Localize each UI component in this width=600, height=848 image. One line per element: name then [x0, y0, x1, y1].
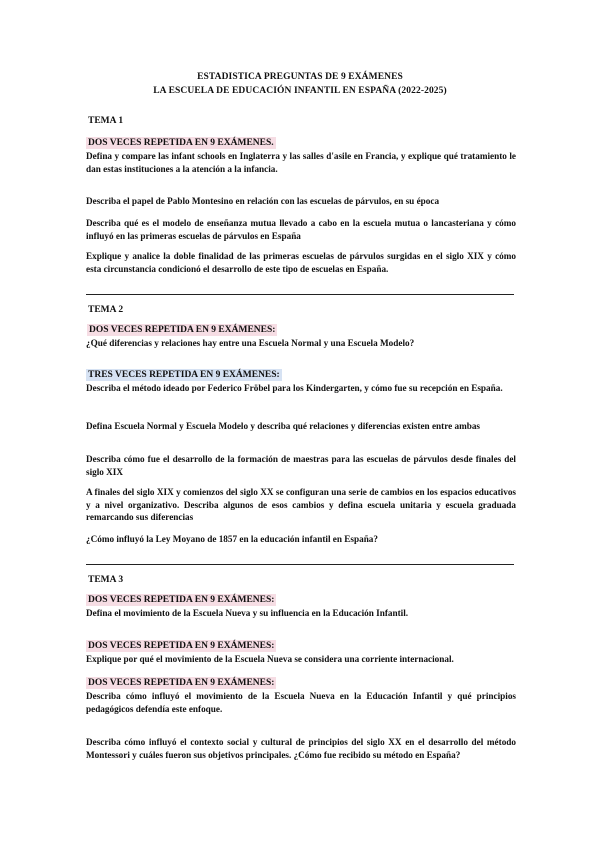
tema3-question-2: Explique por qué el movimiento de la Escuela Nueva se considera una corriente internacional.	[86, 654, 454, 664]
tema1-question-4: Explique y analice la doble finalidad de las primeras escuelas de párvulos surgidas en el siglo XIX y cómo esta circunstancia condicionó el desarrollo de este tipo de escuelas en España.	[86, 251, 516, 274]
tema1-badge: DOS VECES REPETIDA EN 9 EXÁMENES.	[88, 138, 274, 148]
tema2-badge-2: TRES VECES REPETIDA EN 9 EXÁMENES:	[88, 370, 280, 380]
tema1-question-1: Defina y compare las infant schools en Inglaterra y las salles d'asile en Francia, y explique qué tratamiento le dan estas instituciones a la atención a la infancia.	[86, 151, 516, 174]
tema2-question-6: ¿Cómo influyó la Ley Moyano de 1857 en la educación infantil en España?	[86, 534, 378, 544]
tema2-heading: TEMA 2	[88, 305, 124, 315]
tema1-question-2: Describa el papel de Pablo Montesino en relación con las escuelas de párvulos, en su época	[86, 196, 440, 206]
tema3-question-3: Describa cómo influyó el movimiento de la Escuela Nueva en la Educación Infantil y qué principios pedagógicos defendía este enfoque.	[86, 691, 516, 714]
tema2-badge-1: DOS VECES REPETIDA EN 9 EXÁMENES:	[89, 325, 276, 335]
tema3-question-1: Defina el movimiento de la Escuela Nueva y su influencia en la Educación Infantil.	[86, 608, 409, 618]
tema3-badge-2: DOS VECES REPETIDA EN 9 EXÁMENES:	[88, 641, 275, 651]
tema2-question-3: Defina Escuela Normal y Escuela Modelo y describa qué relaciones y diferencias existen entre ambas	[86, 421, 481, 431]
document-title-line2: LA ESCUELA DE EDUCACIÓN INFANTIL EN ESPAÑA (2022-2025)	[153, 86, 447, 96]
tema3-badge-3: DOS VECES REPETIDA EN 9 EXÁMENES:	[88, 678, 275, 688]
tema2-question-2: Describa el método ideado por Federico Fröbel para los Kindergarten, y cómo fue su recepción en España.	[86, 383, 503, 393]
section-divider	[86, 564, 514, 565]
section-divider	[86, 294, 514, 295]
tema3-question-4: Describa cómo influyó el contexto social y cultural de principios del siglo XX en el desarrollo del método Montessori y cuáles fueron sus objetivos principales. ¿Cómo fue recibido su método en España?	[86, 737, 516, 760]
tema1-heading: TEMA 1	[88, 116, 124, 126]
document-title-line1: ESTADISTICA PREGUNTAS DE 9 EXÁMENES	[197, 72, 403, 82]
tema2-question-4: Describa cómo fue el desarrollo de la formación de maestras para las escuelas de párvulos desde finales del siglo XIX	[86, 454, 516, 477]
tema2-question-5: A finales del siglo XIX y comienzos del siglo XX se configuran una serie de cambios en los espacios educativos y a nivel organizativo. Describa algunos de esos cambios y defina escuela unitaria y escuela graduada remarcando sus diferencias	[86, 487, 516, 522]
tema1-question-3: Describa qué es el modelo de enseñanza mutua llevado a cabo en la escuela mutua o lancasteriana y cómo influyó en las primeras escuelas de párvulos en España	[86, 218, 516, 241]
tema2-question-1: ¿Qué diferencias y relaciones hay entre una Escuela Normal y una Escuela Modelo?	[86, 338, 415, 348]
tema3-badge-1: DOS VECES REPETIDA EN 9 EXÁMENES:	[88, 595, 275, 605]
tema3-heading: TEMA 3	[88, 575, 124, 585]
